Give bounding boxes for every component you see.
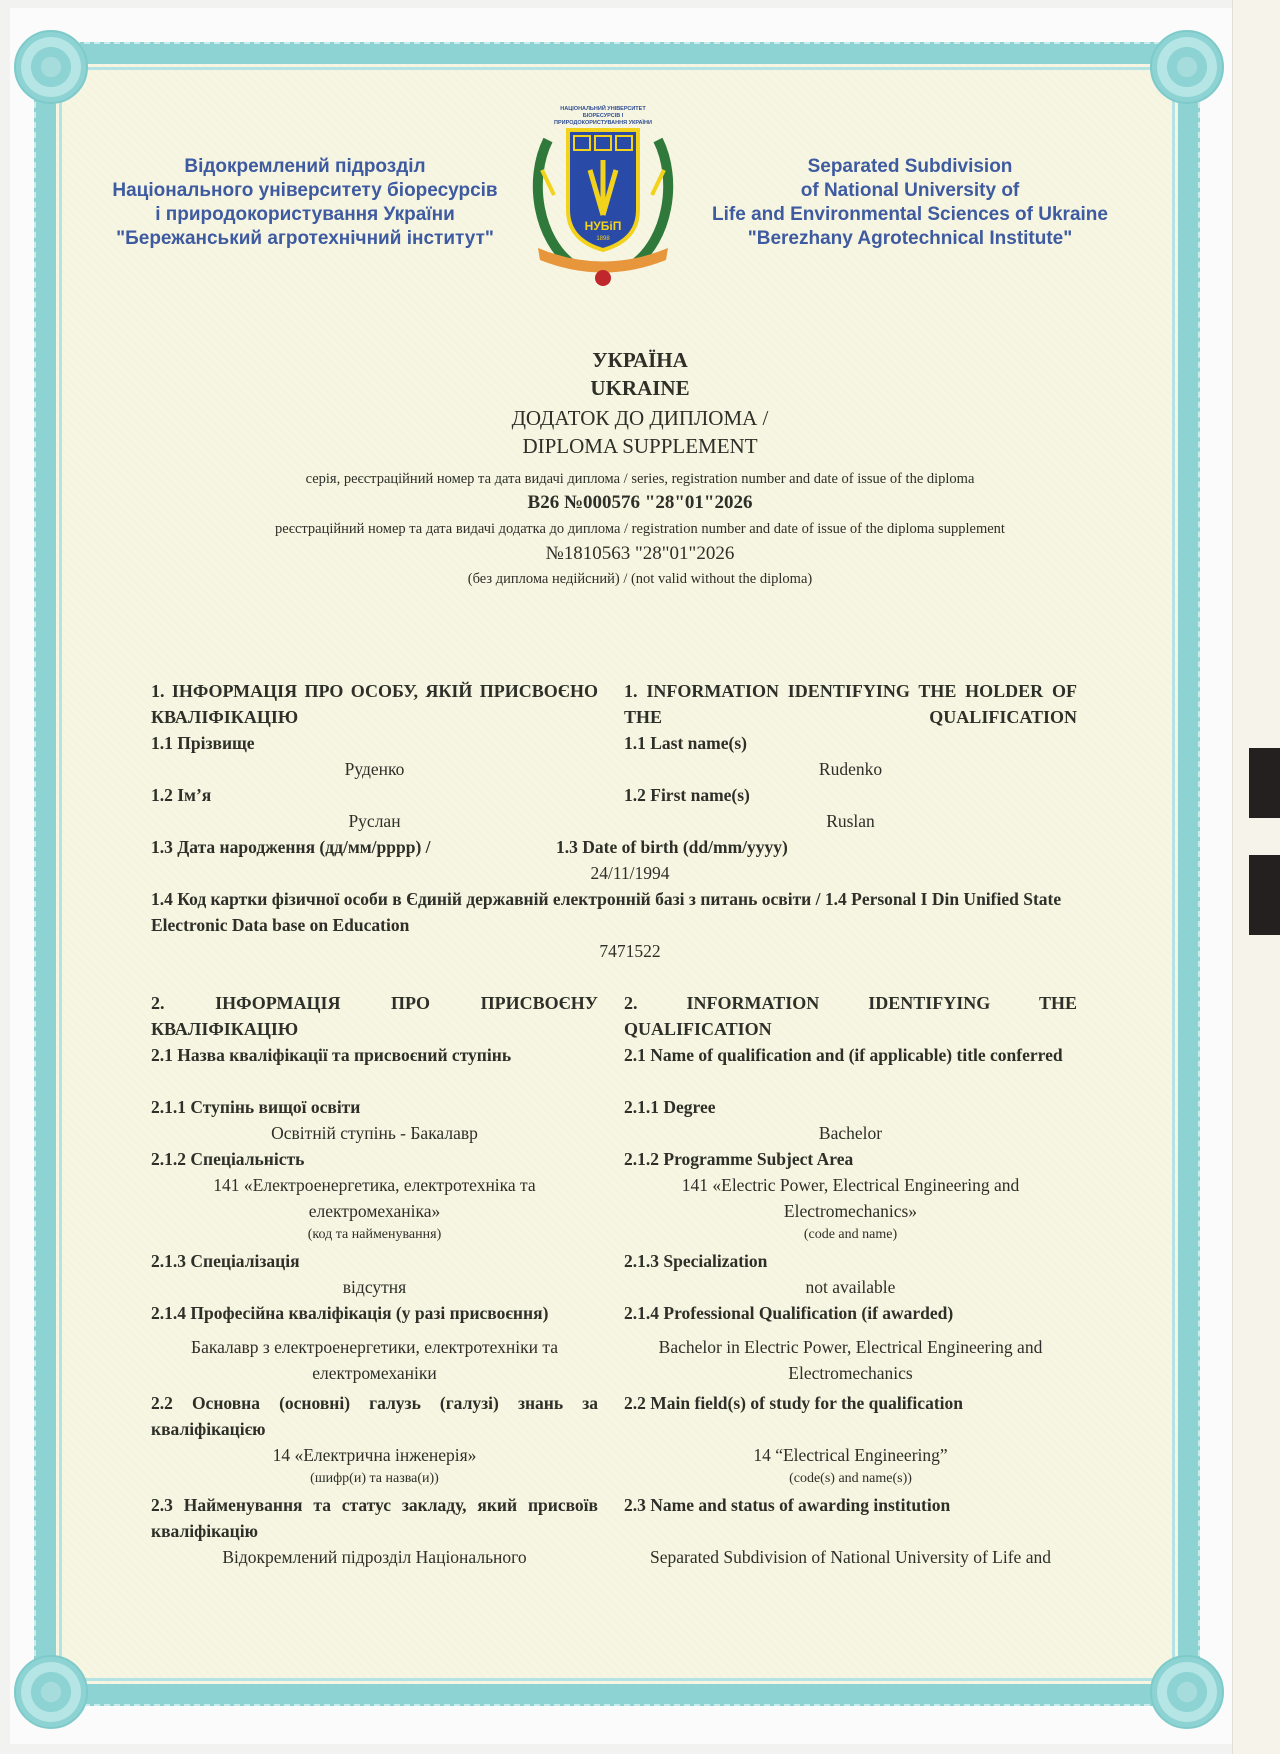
corner-rosette-icon: [14, 30, 88, 104]
corner-rosette-icon: [1150, 1655, 1224, 1729]
specialization-label-uk: 2.1.3 Спеціалізація: [151, 1251, 300, 1271]
last-name-en: Rudenko: [818, 759, 883, 779]
header-line: "Berezhany Agrotechnical Institute": [747, 228, 1073, 249]
section2-heading-uk: 2. ІНФОРМАЦІЯ ПРО ПРИСВОЄНУ КВАЛІФІКАЦІЮ: [151, 993, 598, 1039]
specialization-label-en: 2.1.3 Specialization: [624, 1251, 768, 1271]
diploma-number: B26 №000576 "28"01"2026: [527, 492, 753, 513]
degree-en: Bachelor: [818, 1123, 883, 1143]
degree-label-en: 2.1.1 Degree: [624, 1097, 716, 1117]
specialty-label-en: 2.1.2 Programme Subject Area: [624, 1149, 854, 1169]
first-name-label-en: 1.2 First name(s): [624, 785, 750, 805]
institution-label-en: 2.3 Name and status of awarding institution: [624, 1495, 951, 1515]
field-of-study-label-en: 2.2 Main field(s) of study for the qualification: [624, 1393, 963, 1413]
dob-label-en: 1.3 Date of birth (dd/mm/yyyy): [556, 837, 788, 857]
specialty-note-uk: (код та найменування): [307, 1227, 442, 1242]
torn-edge-shadow: [1249, 855, 1280, 935]
date-of-birth: 24/11/1994: [590, 863, 670, 883]
professional-qualification-label-en: 2.1.4 Professional Qualification (if awarded): [624, 1303, 954, 1323]
last-name-label-uk: 1.1 Прізвище: [151, 733, 255, 753]
section1-heading-en: 1. INFORMATION IDENTIFYING THE HOLDER OF THE QUALIFICATION: [624, 681, 1077, 727]
header-line: Національного університету біоресурсів: [112, 180, 498, 201]
last-name-label-en: 1.1 Last name(s): [624, 733, 747, 753]
dob-label-uk: 1.3 Дата народження (дд/мм/рррр) /: [151, 837, 431, 857]
institution-name-en: [700, 155, 1120, 251]
specialty-label-uk: 2.1.2 Спеціальність: [151, 1149, 305, 1169]
professional-qualification-label-uk: 2.1.4 Професійна кваліфікація (у разі присвоєння): [151, 1303, 549, 1323]
last-name-uk: Руденко: [344, 759, 405, 779]
personal-id-label: 1.4 Код картки фізичної особи в Єдиній державній електронній базі з питань освіти / 1.4 Personal I Din Unified State Electronic Data base on Education: [151, 889, 1062, 935]
corner-rosette-icon: [1150, 30, 1224, 104]
specialization-en: not available: [805, 1277, 896, 1297]
header-line: of National University of: [800, 180, 1020, 201]
qualification-name-label-en: 2.1 Name of qualification and (if applicable) title conferred: [624, 1045, 1063, 1065]
institution-name-uk: [95, 155, 515, 251]
header-line: Separated Subdivision: [807, 156, 1013, 177]
svg-text:1898: 1898: [596, 236, 610, 242]
degree-label-uk: 2.1.1 Ступінь вищої освіти: [151, 1097, 361, 1117]
field-of-study-en: 14 “Electrical Engineering”: [753, 1445, 948, 1465]
header-line: Відокремлений підрозділ: [184, 156, 426, 177]
validity-note: (без диплома недійсний) / (not valid without the diploma): [467, 571, 813, 587]
professional-qualification-uk: Бакалавр з електроенергетики, електротехніки та електромеханіки: [191, 1337, 558, 1383]
first-name-uk: Руслан: [348, 811, 401, 831]
field-of-study-note-uk: (шифр(и) та назва(и)): [310, 1471, 439, 1486]
header-line: "Бережанський агротехнічний інститут": [116, 228, 494, 249]
country-uk: УКРАЇНА: [592, 348, 688, 372]
personal-id-value: 7471522: [599, 941, 661, 961]
professional-qualification-en: Bachelor in Electric Power, Electrical Engineering and Electromechanics: [658, 1337, 1043, 1383]
specialization-uk: відсутня: [342, 1277, 407, 1297]
field-of-study-note-en: (code(s) and name(s)): [789, 1471, 912, 1486]
document-title-en: DIPLOMA SUPPLEMENT: [522, 434, 758, 458]
field-of-study-label-uk: 2.2 Основна (основні) галузь (галузі) знань за кваліфікацією: [151, 1393, 598, 1439]
diploma-number-caption: серія, реєстраційний номер та дата видачі диплома / series, registration number and date of issue of the diploma: [305, 471, 975, 487]
university-crest-icon: [528, 100, 678, 290]
specialty-uk: 141 «Електроенергетика, електротехніка та електромеханіка»: [213, 1175, 536, 1221]
field-of-study-uk: 14 «Електрична інженерія»: [272, 1445, 477, 1465]
first-name-label-uk: 1.2 Ім’я: [151, 785, 212, 805]
supplement-number: №1810563 "28"01"2026: [545, 543, 735, 564]
title-block: [140, 346, 1140, 590]
institution-label-uk: 2.3 Найменування та статус закладу, який присвоїв кваліфікацію: [151, 1495, 598, 1541]
header-line: і природокористування України: [155, 204, 455, 225]
institution-uk: Відокремлений підрозділ Національного: [222, 1547, 527, 1567]
document-title-uk: ДОДАТОК ДО ДИПЛОМА /: [511, 406, 769, 430]
specialty-en: 141 «Electric Power, Electrical Engineering and Electromechanics»: [681, 1175, 1020, 1221]
specialty-note-en: (code and name): [803, 1227, 898, 1242]
svg-text:НУБіП: НУБіП: [584, 219, 622, 233]
section2-heading-en: 2. INFORMATION IDENTIFYING THE QUALIFICATION: [624, 993, 1077, 1039]
corner-rosette-icon: [14, 1655, 88, 1729]
institution-en: Separated Subdivision of National University of Life and: [650, 1547, 1051, 1567]
section1-heading-uk: 1. ІНФОРМАЦІЯ ПРО ОСОБУ, ЯКІЙ ПРИСВОЄНО КВАЛІФІКАЦІЮ: [151, 681, 598, 727]
header-line: Life and Environmental Sciences of Ukraine: [712, 204, 1108, 225]
torn-edge-shadow: [1249, 748, 1280, 818]
qualification-name-label-uk: 2.1 Назва кваліфікації та присвоєний ступінь: [151, 1045, 512, 1065]
degree-uk: Освітній ступінь - Бакалавр: [271, 1123, 478, 1143]
first-name-en: Ruslan: [826, 811, 875, 831]
supplement-number-caption: реєстраційний номер та дата видачі додатка до диплома / registration number and date of issue of the diploma supplement: [275, 521, 1005, 537]
crest-caption: НАЦІОНАЛЬНИЙ УНІВЕРСИТЕТ БІОРЕСУРСІВ І ПРИРОДОКОРИСТУВАННЯ УКРАЇНИ: [554, 106, 652, 126]
country-en: UKRAINE: [590, 376, 690, 400]
